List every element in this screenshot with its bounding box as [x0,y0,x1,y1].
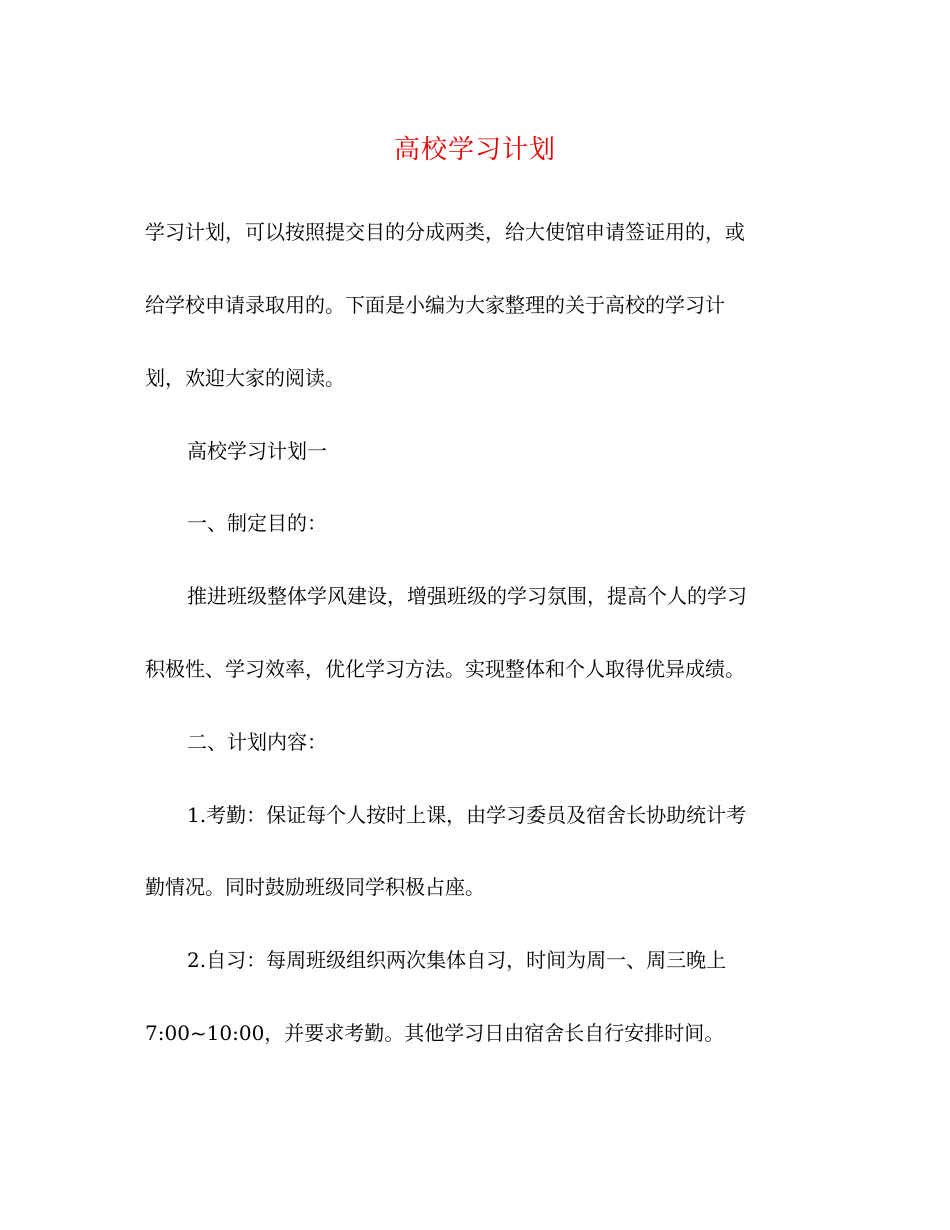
paragraph-line: 给学校申请录取用的。下面是小编为大家整理的关于高校的学习计 [145,293,725,317]
list-item-line: 7:00~10:00，并要求考勤。其他学习日由宿舍长自行安排时间。 [145,1021,725,1045]
paragraph-line: 学习计划，可以按照提交目的分成两类，给大使馆申请签证用的，或 [145,220,745,244]
list-item-line: 勤情况。同时鼓励班级同学积极占座。 [145,875,485,899]
list-item-line: 1.考勤：保证每个人按时上课，由学习委员及宿舍长协助统计考 [187,803,747,827]
paragraph-line: 推进班级整体学风建设，增强班级的学习氛围，提高个人的学习 [187,584,747,608]
paragraph-line: 积极性、学习效率，优化学习方法。实现整体和个人取得优异成绩。 [145,657,745,681]
list-item-line: 2.自习：每周班级组织两次集体自习，时间为周一、周三晚上 [187,948,727,972]
subheading: 一、制定目的： [187,511,327,535]
subheading: 二、计划内容： [187,730,327,754]
section-heading: 高校学习计划一 [187,439,327,463]
paragraph-line: 划，欢迎大家的阅读。 [145,366,345,390]
document-title: 高校学习计划 [393,135,556,165]
